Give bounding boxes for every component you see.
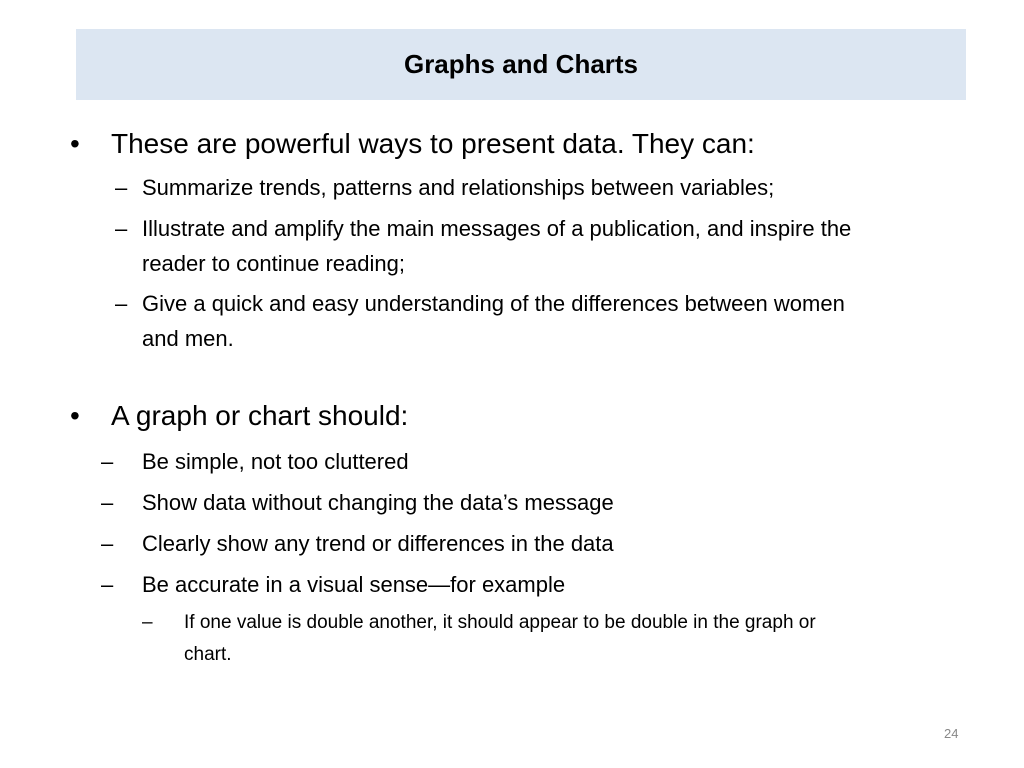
section2-item-2: Show data without changing the data’s message	[142, 490, 614, 515]
dash-marker: –	[142, 612, 153, 633]
slide-title: Graphs and Charts	[403, 49, 639, 79]
dash-marker: –	[115, 175, 128, 200]
section1-item-1: Summarize trends, patterns and relationships between variables;	[142, 175, 775, 200]
page-number: 24	[944, 726, 959, 741]
dash-marker: –	[101, 572, 114, 597]
section1-heading: These are powerful ways to present data. They can:	[111, 128, 755, 159]
bullet-icon: •	[70, 400, 80, 431]
section2-item-1: Be simple, not too cluttered	[142, 449, 409, 474]
dash-marker: –	[115, 216, 128, 241]
section1-item-2-line-2: reader to continue reading;	[142, 251, 405, 276]
bullet-icon: •	[70, 128, 80, 159]
dash-marker: –	[101, 490, 114, 515]
section2-subitem-line-1: If one value is double another, it should appear to be double in the graph or	[184, 612, 816, 633]
section1-item-2-line-1: Illustrate and amplify the main messages of a publication, and inspire the	[142, 216, 852, 241]
section1-item-3-line-2: and men.	[142, 326, 234, 351]
section2-item-4: Be accurate in a visual sense—for example	[142, 572, 566, 597]
section2-subitem-line-2: chart.	[184, 644, 232, 665]
dash-marker: –	[101, 531, 114, 556]
section2-item-3: Clearly show any trend or differences in the data	[142, 531, 614, 556]
dash-marker: –	[101, 449, 114, 474]
section2-heading: A graph or chart should:	[111, 400, 409, 431]
section1-item-3-line-1: Give a quick and easy understanding of the differences between women	[142, 291, 845, 316]
dash-marker: –	[115, 291, 128, 316]
